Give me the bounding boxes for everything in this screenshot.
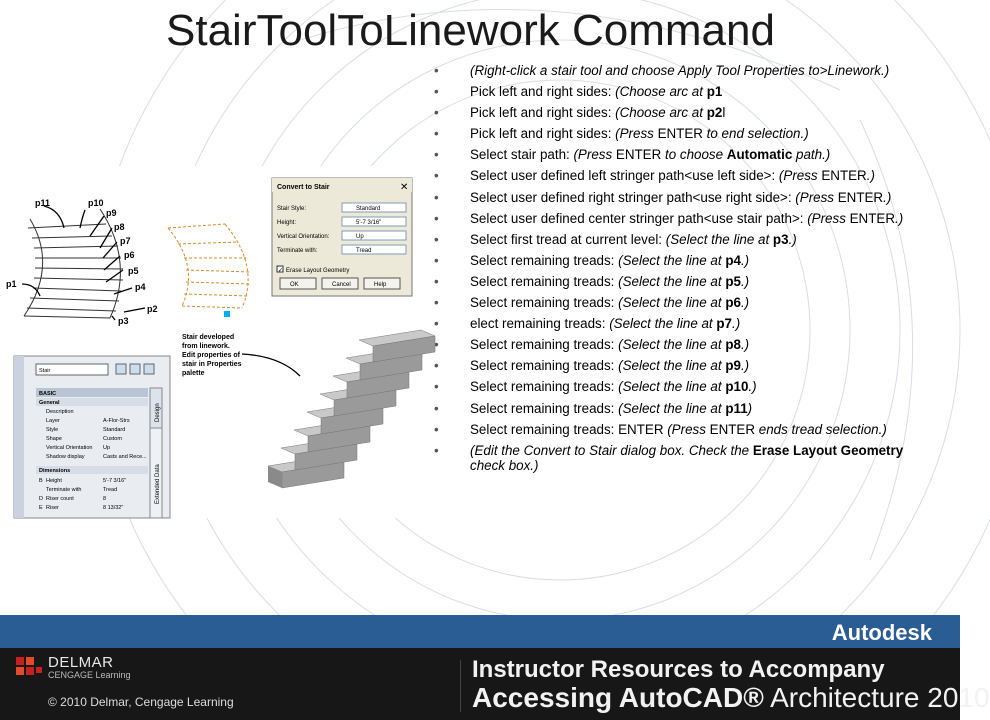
autodesk-logo: Autodesk xyxy=(831,620,932,645)
svg-text:Dimensions: Dimensions xyxy=(39,468,71,474)
property-key: Vertical Orientation xyxy=(46,445,93,451)
footer-line2-rest: Architecture 2010 xyxy=(763,682,990,713)
bullet-item: • Select remaining treads: (Select the line at p5.) xyxy=(428,274,928,290)
svg-text:from linework.: from linework. xyxy=(182,343,230,350)
bullet-item: • Select remaining treads: (Select the line at p4.) xyxy=(428,253,928,269)
label-p3: p3 xyxy=(118,316,129,326)
grip-marker xyxy=(224,311,230,317)
properties-palette xyxy=(14,356,170,518)
dialog-field-value: Standard xyxy=(356,206,381,212)
svg-text:Convert to Stair: Convert to Stair xyxy=(277,184,330,191)
bullet-item: • Select remaining treads: (Select the line at p9.) xyxy=(428,358,928,374)
property-value: 5'-7 3/16" xyxy=(103,478,127,484)
property-value: Tread xyxy=(103,487,118,493)
property-value: 8 xyxy=(103,496,107,502)
footer-line2-bold: Accessing AutoCAD® xyxy=(472,682,764,713)
dialog-field-label: Height: xyxy=(277,220,297,226)
dialog-button: Cancel xyxy=(332,282,351,288)
dialog-field-value: Up xyxy=(356,234,364,240)
svg-text:✕: ✕ xyxy=(400,182,409,193)
label-p2: p2 xyxy=(147,304,158,314)
slide-title: StairToolToLinework Command xyxy=(166,6,775,55)
delmar-logo-icon xyxy=(14,653,44,687)
bullet-item: • Pick left and right sides: (Choose arc at p2l xyxy=(428,105,928,121)
property-id: D xyxy=(39,496,43,502)
property-value: Casts and Rece... xyxy=(103,454,147,460)
footer-line2 xyxy=(472,682,990,714)
footer-divider xyxy=(460,660,461,712)
bullet-item: • elect remaining treads: (Select the line at p7.) xyxy=(428,316,928,332)
dialog-button: OK xyxy=(290,282,299,288)
svg-text:Stair developed: Stair developed xyxy=(182,334,235,341)
svg-text:Design: Design xyxy=(155,403,161,422)
label-p8: p8 xyxy=(114,222,125,232)
svg-text:General: General xyxy=(39,400,60,406)
label-p9: p9 xyxy=(106,208,117,218)
property-key: Shadow display xyxy=(46,454,85,460)
bullet-item: • Select remaining treads: (Select the line at p6.) xyxy=(428,295,928,311)
dialog-button: Help xyxy=(374,282,387,288)
svg-text:BASIC: BASIC xyxy=(39,391,57,397)
svg-text:Stair: Stair xyxy=(39,368,51,374)
property-key: Terminate with xyxy=(46,487,82,493)
property-key: Layer xyxy=(46,418,60,424)
svg-text:stair in Properties: stair in Properties xyxy=(182,361,242,368)
svg-text:palette: palette xyxy=(182,370,205,377)
svg-text:Erase Layout Geometry: Erase Layout Geometry xyxy=(286,268,350,274)
label-p5: p5 xyxy=(128,266,139,276)
svg-text:✓: ✓ xyxy=(278,268,284,274)
bullet-item: • Select remaining treads: ENTER (Press ENTER ends tread selection.) xyxy=(428,422,928,438)
svg-text:Edit properties of: Edit properties of xyxy=(182,352,240,359)
bullet-list xyxy=(428,63,928,479)
dialog-field-value: 5'-7 3/16" xyxy=(356,220,382,226)
property-value: Custom xyxy=(103,436,122,442)
bullet-item: • Pick left and right sides: (Choose arc at p1 xyxy=(428,84,928,100)
property-id: B xyxy=(39,478,43,484)
property-value: 8 13/32" xyxy=(103,505,124,511)
property-key: Shape xyxy=(46,436,62,442)
bullet-item: • Select remaining treads: (Select the line at p10.) xyxy=(428,379,928,395)
svg-text:Extended Data: Extended Data xyxy=(155,464,161,504)
bullet-item: • Select user defined left stringer path<use left side>: (Press ENTER.) xyxy=(428,168,928,184)
property-value: Standard xyxy=(103,427,126,433)
label-p10: p10 xyxy=(88,198,104,208)
dialog-field-label: Stair Style: xyxy=(277,206,307,212)
footer-band xyxy=(0,615,960,648)
property-key: Height xyxy=(46,478,62,484)
property-key: Riser xyxy=(46,505,59,511)
bullet-item: • (Edit the Convert to Stair dialog box. Check the Erase Layout Geometry check box.) xyxy=(428,443,928,474)
property-key: Style xyxy=(46,427,59,433)
property-value: Up xyxy=(103,445,111,451)
copyright: © 2010 Delmar, Cengage Learning xyxy=(48,695,234,709)
label-p7: p7 xyxy=(120,236,131,246)
bullet-item: • Select user defined right stringer path<use right side>: (Press ENTER.) xyxy=(428,190,928,206)
footer-line1: Instructor Resources to Accompany xyxy=(472,656,885,683)
bullet-item: • Select remaining treads: (Select the line at p11) xyxy=(428,401,928,417)
dialog-field-label: Vertical Orientation: xyxy=(277,234,330,240)
label-p1: p1 xyxy=(6,279,17,289)
dialog-field-value: Tread xyxy=(356,248,372,254)
property-key: Riser count xyxy=(46,496,74,502)
property-key: Description xyxy=(46,409,74,415)
bullet-item: • Select first tread at current level: (Select the line at p3.) xyxy=(428,232,928,248)
stair-figure xyxy=(0,166,416,518)
label-p4: p4 xyxy=(135,282,146,292)
bullet-item: • Select remaining treads: (Select the line at p8.) xyxy=(428,337,928,353)
bullet-item: • Select stair path: (Press ENTER to choose Automatic path.) xyxy=(428,147,928,163)
bullet-item: • Select user defined center stringer path<use stair path>: (Press ENTER.) xyxy=(428,211,928,227)
publisher-name: DELMAR xyxy=(48,654,114,671)
publisher-subtitle: CENGAGE Learning xyxy=(48,670,131,680)
property-value: A-Flor-Strs xyxy=(103,418,130,424)
convert-to-stair-dialog xyxy=(272,178,412,296)
dialog-field-label: Terminate with: xyxy=(277,248,318,254)
label-p11: p11 xyxy=(35,198,51,208)
label-p6: p6 xyxy=(124,250,135,260)
bullet-item: • Pick left and right sides: (Press ENTER to end selection.) xyxy=(428,126,928,142)
property-id: E xyxy=(39,505,43,511)
bullet-item: • (Right-click a stair tool and choose Apply Tool Properties to>Linework.) xyxy=(428,63,928,79)
